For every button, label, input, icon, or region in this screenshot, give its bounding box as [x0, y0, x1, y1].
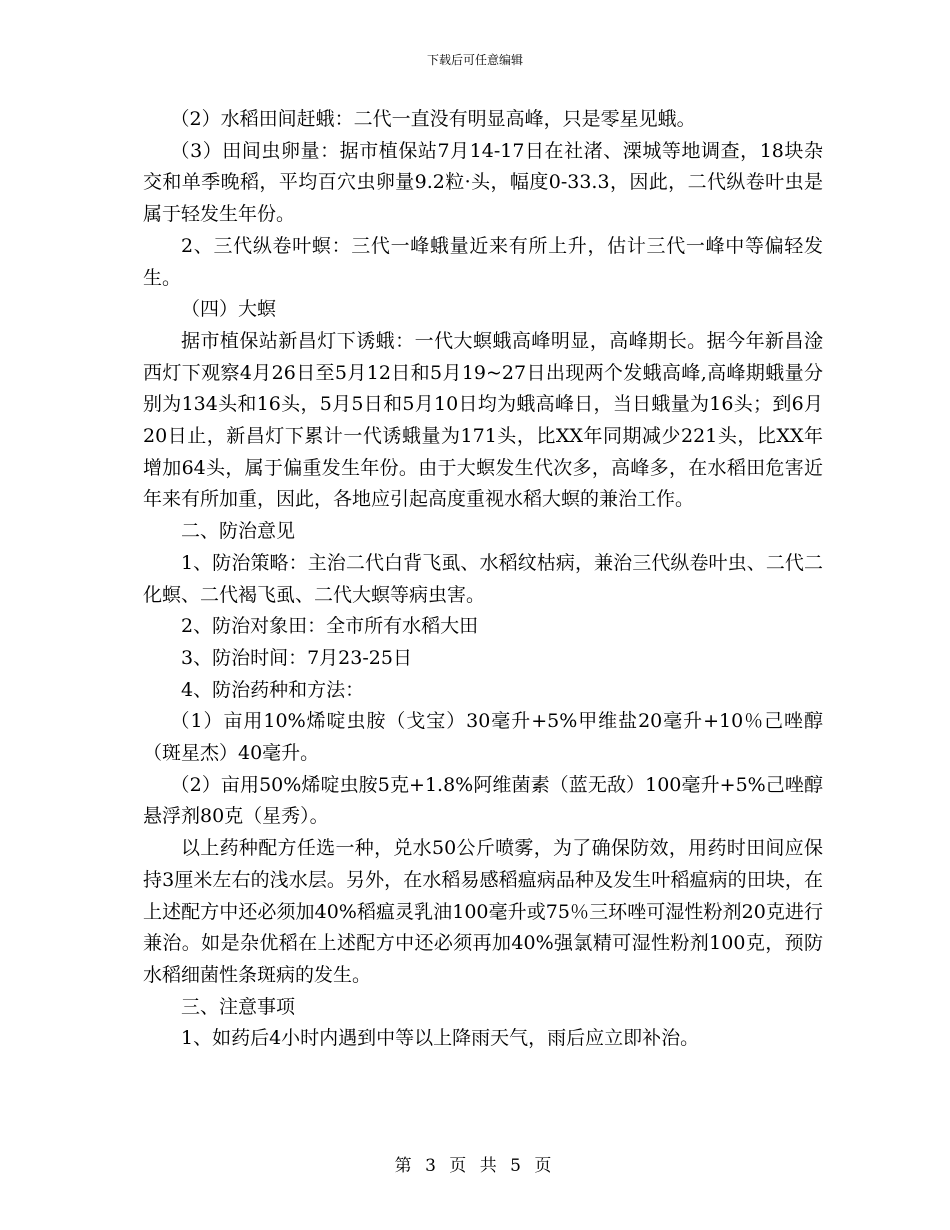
paragraph-moth-field: （2）水稻田间赶蛾：二代一直没有明显高峰，只是零星见蛾。 — [170, 108, 696, 130]
page-header: 下载后可任意编辑 — [426, 53, 523, 67]
heading-control-advice: 二、防治意见 — [181, 520, 296, 543]
paragraph-third-gen-leafroller: 2、三代纵卷叶螟：三代一峰蛾量近来有所上升，估计三代一峰中等偏轻发生。 — [143, 234, 823, 289]
page-number-footer: 第 3 页 共 5 页 — [394, 1156, 556, 1176]
paragraph-stem-borer-trap: 据市植保站新昌灯下诱蛾：一代大螟蛾高峰明显，高峰期长。据今年新昌淦西灯下观察4月26日至5月12日和5月19~27日出现两个发蛾高峰,高峰期蛾量分别为134头和16头，5月5日和5月10日均为蛾高峰日，当日蛾量为16头；到6月20日止，新昌灯下累计一代诱蛾量为171头，比XX年同期减少221头，比XX年增加64头，属于偏重发生年份。由于大螟发生代次多，高峰多，在水稻田危害近年来有所加重，因此，各地应引起高度重视水稻大螟的兼治工作。 — [143, 329, 823, 511]
paragraph-control-strategy: 1、防治策略：主治二代白背飞虱、水稻纹枯病，兼治三代纵卷叶虫、二代二化螟、二代褐飞虱、二代大螟等病虫害。 — [143, 551, 823, 606]
document-body — [143, 104, 823, 1055]
paragraph-control-time: 3、防治时间：7月23-25日 — [181, 646, 412, 669]
paragraph-pesticide-methods: 4、防治药种和方法： — [181, 678, 365, 701]
heading-pink-stem-borer: （四）大螟 — [181, 298, 277, 321]
paragraph-target-fields: 2、防治对象田：全市所有水稻大田 — [181, 615, 479, 638]
paragraph-formula-1: （1）亩用10%烯啶虫胺（戈宝）30毫升+5%甲维盐20毫升+10％己唑醇（斑星杰）40毫升。 — [143, 710, 823, 765]
paragraph-formula-2: （2）亩用50%烯啶虫胺5克+1.8%阿维菌素（蓝无敌）100毫升+5%己唑醇悬浮剂80克（星秀）。 — [143, 773, 823, 828]
heading-precautions: 三、注意事项 — [181, 995, 296, 1018]
paragraph-egg-count: （3）田间虫卵量：据市植保站7月14-17日在社渚、溧城等地调查，18块杂交和单季晚稻，平均百穴虫卵量9.2粒·头，幅度0-33.3，因此，二代纵卷叶虫是属于轻发生年份。 — [143, 139, 823, 226]
paragraph-rain-retreat: 1、如药后4小时内遇到中等以上降雨天气，雨后应立即补治。 — [181, 1027, 700, 1050]
paragraph-application-notes: 以上药种配方任选一种，兑水50公斤喷雾，为了确保防效，用药时田间应保持3厘米左右的浅水层。另外，在水稻易感稻瘟病品种及发生叶稻瘟病的田块，在上述配方中还必须加40%稻瘟灵乳油100毫升或75％三环唑可湿性粉剂20克进行兼治。如是杂优稻在上述配方中还必须再加40%强氯精可湿性粉剂100克，预防水稻细菌性条斑病的发生。 — [143, 837, 823, 986]
